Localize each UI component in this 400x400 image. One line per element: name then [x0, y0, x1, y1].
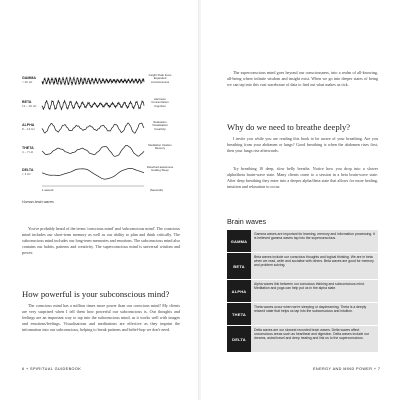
wave-note-gamma: Insight Peak focus Expanded consciousness: [148, 73, 172, 84]
wave-note-alpha: Relaxation Visualisation Creativity: [152, 120, 168, 131]
brain-wave-row-theta: [227, 303, 378, 325]
figure-unit-label: (Seconds): [150, 188, 163, 192]
figure-time-label: 1 second: [42, 188, 54, 192]
wave-note-beta: Alertness Concentration Cognition: [151, 97, 169, 108]
right-folio: ENERGY AND MIND POWER + 7: [313, 367, 381, 371]
wave-note-delta: Detached awareness Healing Sleep: [146, 165, 174, 173]
brain-wave-desc: Beta waves include our conscious thoughts and logical thinking. We are in beta when we read, write and socialise with others. Beta waves are good for memory and problem solving.: [251, 253, 378, 279]
wave-label-theta: THETA 4 – 7 Hz: [22, 146, 34, 154]
wave-label-beta: BETA 13 – 30 Hz: [22, 100, 37, 108]
wave-trace-beta: [42, 100, 144, 109]
figure-caption: Human brain waves: [22, 200, 54, 204]
brain-wave-desc: Theta waves occur when we're sleeping or daydreaming. Theta is a deeply relaxed state that helps us tap into the subconscious and intuition.: [251, 303, 378, 325]
brain-wave-desc: Alpha waves link between our conscious thinking and subconscious mind. Meditation and yoga can help put us in the alpha state.: [251, 280, 378, 302]
brain-wave-row-gamma: [227, 230, 378, 252]
brain-wave-name: GAMMA: [227, 230, 251, 252]
right-heading: Why do we need to breathe deeply?: [227, 122, 351, 132]
wave-label-alpha: ALPHA 8 – 13 Hz: [22, 123, 35, 131]
wave-label-delta: DELTA < 4 Hz: [22, 168, 34, 176]
brain-wave-desc: Delta waves are our slowest recorded brain waves. Delta waves affect unconscious areas such as heartbeat and digestion. Delta waves include our dreams, astral travel and deep healing and link us to the superconscious.: [251, 326, 378, 352]
left-paragraph-1: You've probably heard of the terms 'conscious mind' and 'subconscious mind'. The conscious mind includes our short-term memory as well as our ability to plan and think critically. The subconscious mind includes our long-term memories and emotions. The subconscious mind also contains our habits, patterns and creativity. The superconscious mind is universal wisdom and power.: [22, 226, 180, 255]
wave-trace-delta: [42, 168, 144, 179]
brain-waves-heading: Brain waves: [227, 217, 267, 226]
brain-waves-chart: [22, 70, 172, 196]
brain-wave-name: THETA: [227, 303, 251, 325]
brain-wave-row-delta: [227, 326, 378, 352]
brain-wave-name: DELTA: [227, 326, 251, 352]
wave-trace-theta: [42, 145, 144, 156]
brain-wave-desc: Gamma waves are important for learning, memory and information processing. It is believed gamma waves tap into the superconscious.: [251, 230, 378, 252]
wave-trace-gamma: [42, 77, 144, 86]
brain-wave-row-alpha: [227, 280, 378, 302]
right-paragraph-1: The superconscious mind goes beyond our consciousness, into a realm of all-knowing, all-being where infinite wisdom and insight exist. When we go into deeper states of being we can tap into this vast warehouse of data to find out what makes us tick.: [227, 70, 378, 87]
left-paragraph-2: The conscious mind has a million times more power than our conscious mind! My clients are very surprised when I tell them how powerful our subconscious is. Our thoughts and feelings are an important way to tap into the subconscious mind, as it works well with images and emotions/feelings. Visualisations and meditations are effective as they imprint the information into our subconscious, helping to break patterns and belief-hop we don't need.: [22, 303, 180, 332]
wave-note-theta: Meditation Intuition Memory: [148, 143, 172, 151]
left-folio: 6 + SPIRITUAL GUIDEBOOK: [22, 367, 82, 371]
brain-waves-figure: [22, 70, 172, 196]
right-paragraph-3: Try breathing 10 deep, slow belly breaths. Notice how you drop into a slower alpha/theta brain-wave state. Many clients come to a session in a beta brain-wave state. After deep breathing they enter into a deeper alpha/theta state that allows for more healing, intuition and relaxation to occur.: [227, 166, 378, 189]
brain-wave-name: BETA: [227, 253, 251, 279]
wave-trace-alpha: [42, 123, 144, 133]
brain-waves-table: [227, 230, 378, 353]
wave-label-gamma: GAMMA > 30 Hz: [22, 76, 36, 84]
left-page: [0, 0, 199, 400]
right-paragraph-2: I invite you while you are reading this book to be aware of your breathing. Are you breathing from your abdomen or lungs? Good breathing is when the abdomen rises first, then your lungs rise afterwards.: [227, 136, 378, 153]
brain-wave-name: ALPHA: [227, 280, 251, 302]
left-heading: How powerful is your subconscious mind?: [22, 289, 170, 299]
brain-wave-row-beta: [227, 253, 378, 279]
